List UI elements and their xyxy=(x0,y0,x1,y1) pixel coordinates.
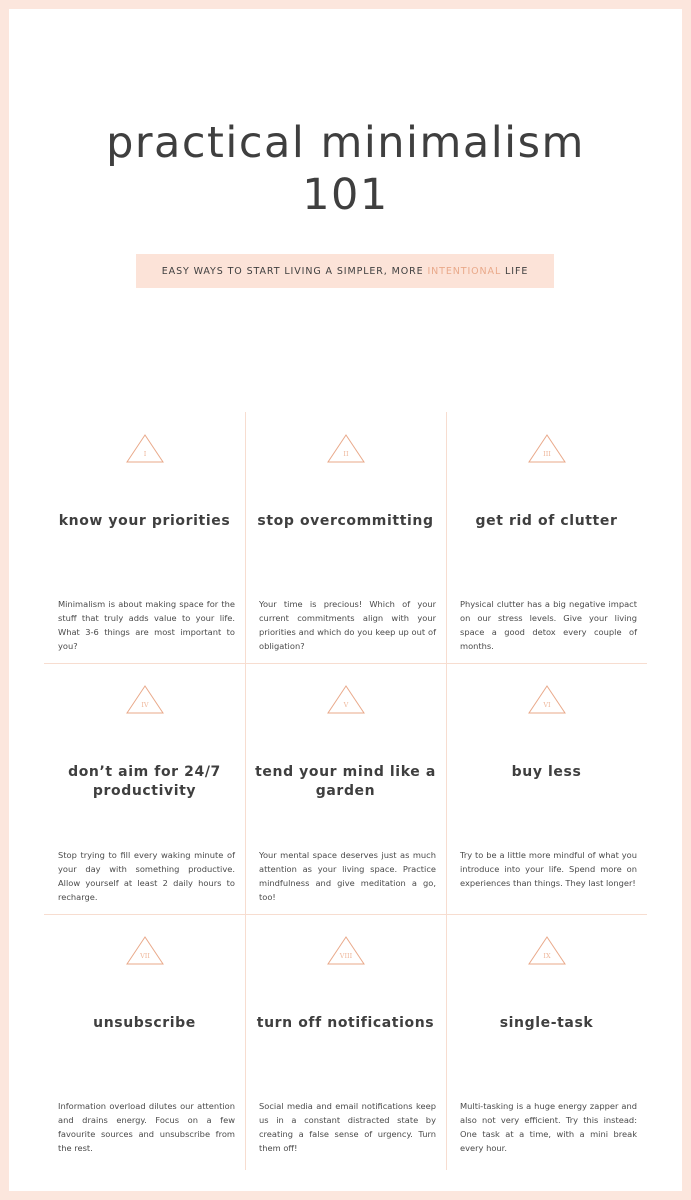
tip-heading: tend your mind like a garden xyxy=(255,764,436,799)
tip-numeral: I xyxy=(143,450,146,458)
banner-accent-word: INTENTIONAL xyxy=(427,265,502,277)
tip-body: Your time is precious! Which of your current commitments align with your priorities and which do you keep up out of obligation? xyxy=(259,599,436,651)
tip-card xyxy=(44,412,245,663)
tip-body: Minimalism is about making space for the stuff that truly adds value to your life. What 3-6 things are most important to you? xyxy=(58,599,235,651)
tip-heading: single-task xyxy=(499,1015,594,1031)
tip-body: Your mental space deserves just as much attention as your living space. Practice mindfulness and give meditation a go, too! xyxy=(259,850,436,902)
triangle-icon xyxy=(44,685,245,715)
tip-numeral: V xyxy=(343,701,348,709)
triangle-icon xyxy=(446,936,647,966)
page-title xyxy=(9,117,682,221)
triangle-icon xyxy=(245,434,446,464)
tip-card xyxy=(446,914,647,1165)
tip-body: Stop trying to fill every waking minute of your day with something productive. Allow yourself at least 2 daily hours to recharge. xyxy=(58,850,235,902)
tip-numeral: VI xyxy=(542,701,551,709)
tip-heading: turn off notifications xyxy=(256,1015,435,1031)
tip-numeral: IV xyxy=(140,701,149,709)
tip-numeral: VIII xyxy=(339,952,352,960)
tip-body: Try to be a little more mindful of what you introduce into your life. Spend more on experiences than things. They last longer! xyxy=(460,850,637,888)
tip-heading: buy less xyxy=(511,764,582,780)
title-line-2: 101 xyxy=(302,170,389,220)
title-line-1: practical minimalism xyxy=(106,118,585,168)
tip-body: Multi-tasking is a huge energy zapper and also not very efficient. Try this instead: One task at a time, with a mini break every hour. xyxy=(460,1101,637,1153)
tip-heading: get rid of clutter xyxy=(475,513,618,529)
tip-numeral: VII xyxy=(139,952,150,960)
triangle-icon xyxy=(446,685,647,715)
tip-body: Social media and email notifications keep us in a constant distracted state by creating a false sense of urgency. Turn them off! xyxy=(259,1101,436,1153)
subtitle-banner xyxy=(136,254,554,288)
tips-grid xyxy=(44,412,647,1170)
tip-body: Physical clutter has a big negative impact on our stress levels. Give your living space a good detox every couple of months. xyxy=(460,599,637,651)
tip-card xyxy=(44,914,245,1165)
tip-heading: don’t aim for 24/7 productivity xyxy=(68,764,221,799)
tip-numeral: III xyxy=(542,450,551,458)
triangle-icon xyxy=(44,936,245,966)
tip-card xyxy=(446,412,647,663)
triangle-icon xyxy=(245,936,446,966)
poster xyxy=(9,9,682,1191)
tip-heading: stop overcommitting xyxy=(257,513,434,529)
triangle-icon xyxy=(44,434,245,464)
tip-card xyxy=(446,663,647,914)
tip-numeral: IX xyxy=(542,952,551,960)
tip-body: Information overload dilutes our attention and drains energy. Focus on a few favourite sources and unsubscribe from the rest. xyxy=(58,1101,235,1153)
tip-heading: know your priorities xyxy=(58,513,231,529)
tip-card xyxy=(245,663,446,914)
tip-card xyxy=(245,412,446,663)
tip-numeral: II xyxy=(342,450,349,458)
triangle-icon xyxy=(245,685,446,715)
triangle-icon xyxy=(446,434,647,464)
banner-text-end: LIFE xyxy=(501,265,529,277)
tip-heading: unsubscribe xyxy=(93,1015,196,1031)
tip-card xyxy=(44,663,245,914)
tip-card xyxy=(245,914,446,1165)
banner-text-start: EASY WAYS TO START LIVING A SIMPLER, MORE xyxy=(161,265,428,277)
